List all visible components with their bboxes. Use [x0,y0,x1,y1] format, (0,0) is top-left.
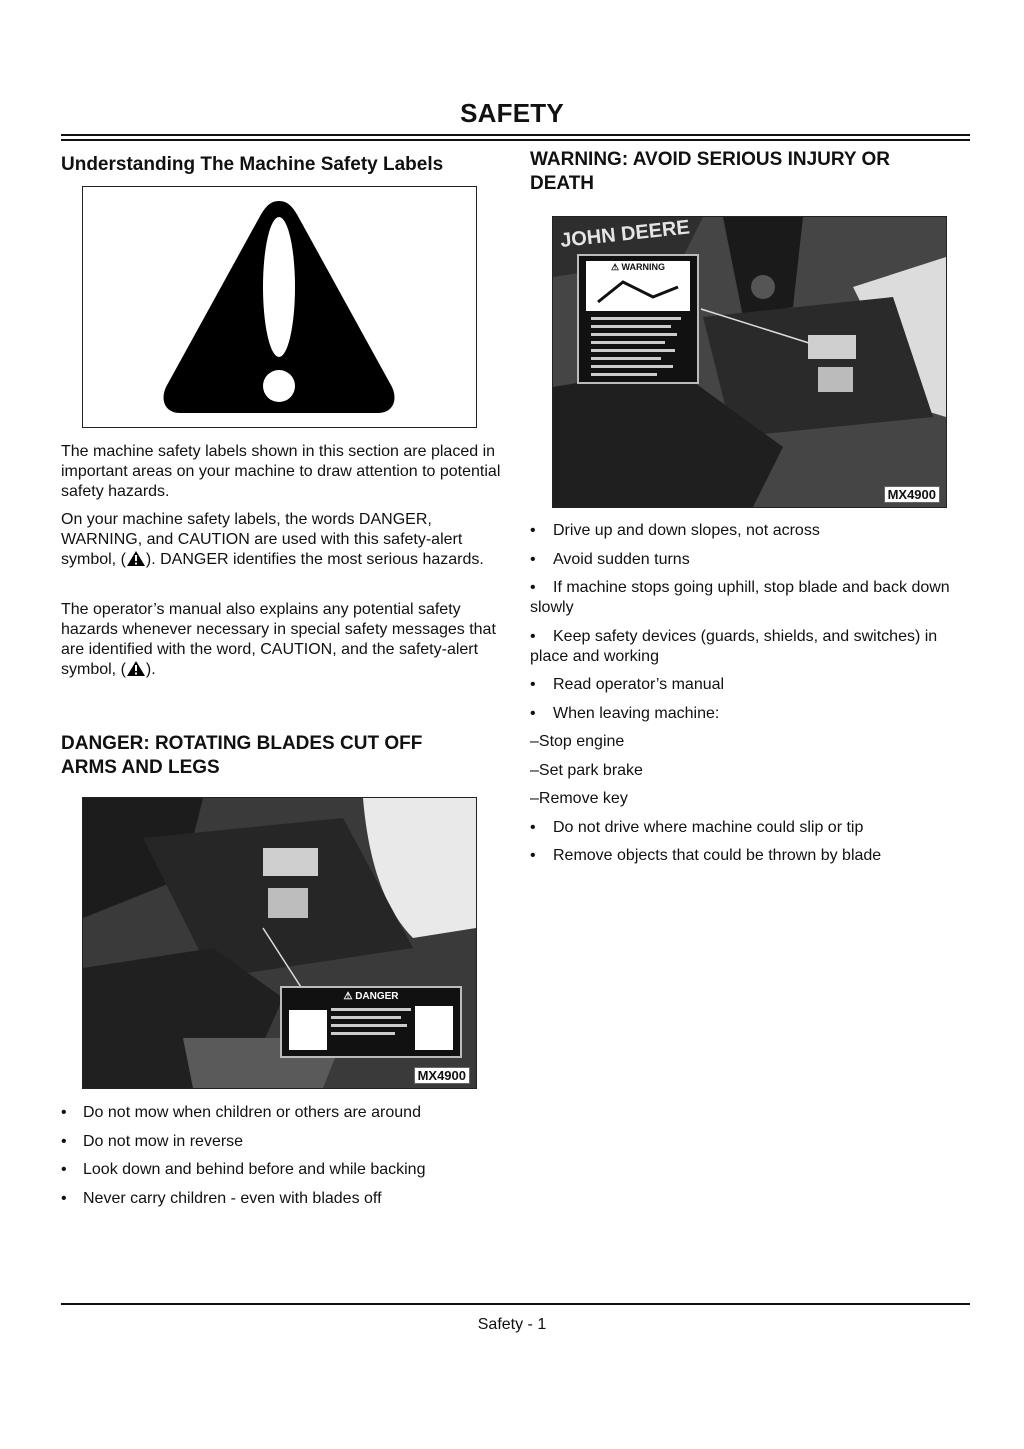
page-footer: Safety - 1 [477,1316,547,1333]
section-heading-danger: DANGER: ROTATING BLADES CUT OFF ARMS AND LEGS [61,733,423,778]
paragraph-operator-manual-part1: The operator’s manual also explains any potential safety hazards whenever necessary in special safety messages that are identified with the word, CAUTION, and the safety-alert symbol, ( [61,601,496,678]
list-item: • Remove objects that could be thrown by blade [530,847,882,864]
list-item: • Drive up and down slopes, not across [530,522,820,539]
mower-deck-illustration [83,798,476,1088]
list-item: –Remove key [530,790,628,807]
figure-code-label: MX4900 [884,486,940,503]
page-title: SAFETY [460,98,564,128]
danger-sign-text: ⚠ DANGER [343,991,399,1002]
safety-alert-inline-icon [126,660,146,677]
warning-bullet-list [530,521,970,875]
safety-alert-inline-icon [126,550,146,567]
list-item: –Set park brake [530,761,643,779]
header-rule [61,134,970,136]
list-item: • Avoid sudden turns [530,550,690,568]
section-heading-safety-labels: Understanding The Machine Safety Labels [61,154,444,175]
list-item: • Do not mow in reverse [61,1132,244,1150]
left-column [61,153,501,177]
list-item: • Look down and behind before and while backing [61,1161,426,1178]
list-item: • When leaving machine: [530,704,720,722]
list-item: • If machine stops going uphill, stop blade and back down slowly [530,579,950,616]
list-item: –Stop engine [530,733,625,750]
footer-rule [61,1303,970,1305]
section-heading-warning: WARNING: AVOID SERIOUS INJURY OR DEATH [530,149,890,194]
paragraph-operator-manual-part2: ). [145,661,156,678]
list-item: • Read operator’s manual [530,676,725,693]
warning-label-photo [552,216,947,508]
safety-alert-icon [83,187,476,427]
warning-sign-text: ⚠ WARNING [610,262,666,272]
paragraph-signal-words-part2: ). DANGER identifies the most serious hazards. [145,551,484,568]
paragraph-operator-manual [61,600,501,680]
danger-bullet-list [61,1103,501,1209]
paragraph-signal-words-part1: On your machine safety labels, the words DANGER, WARNING, and CAUTION are used with this safety-alert symbol, ( [61,511,463,568]
list-item: • Do not mow when children or others are around [61,1104,421,1121]
list-item: • Never carry children - even with blades off [61,1189,382,1207]
paragraph-intro: The machine safety labels shown in this section are placed in important areas on your machine to draw attention to potential safety hazards. [61,443,501,500]
list-item: • Do not drive where machine could slip or tip [530,818,864,836]
paragraph-signal-words [61,510,501,570]
figure-code-label: MX4900 [414,1067,470,1084]
safety-alert-figure [82,186,477,428]
danger-label-photo [82,797,477,1089]
header-rule-secondary [61,139,970,141]
mower-seat-illustration [553,217,946,507]
right-column [530,148,970,196]
list-item: • Keep safety devices (guards, shields, and switches) in place and working [530,627,938,665]
brand-text: JOHN DEERE [559,217,691,252]
